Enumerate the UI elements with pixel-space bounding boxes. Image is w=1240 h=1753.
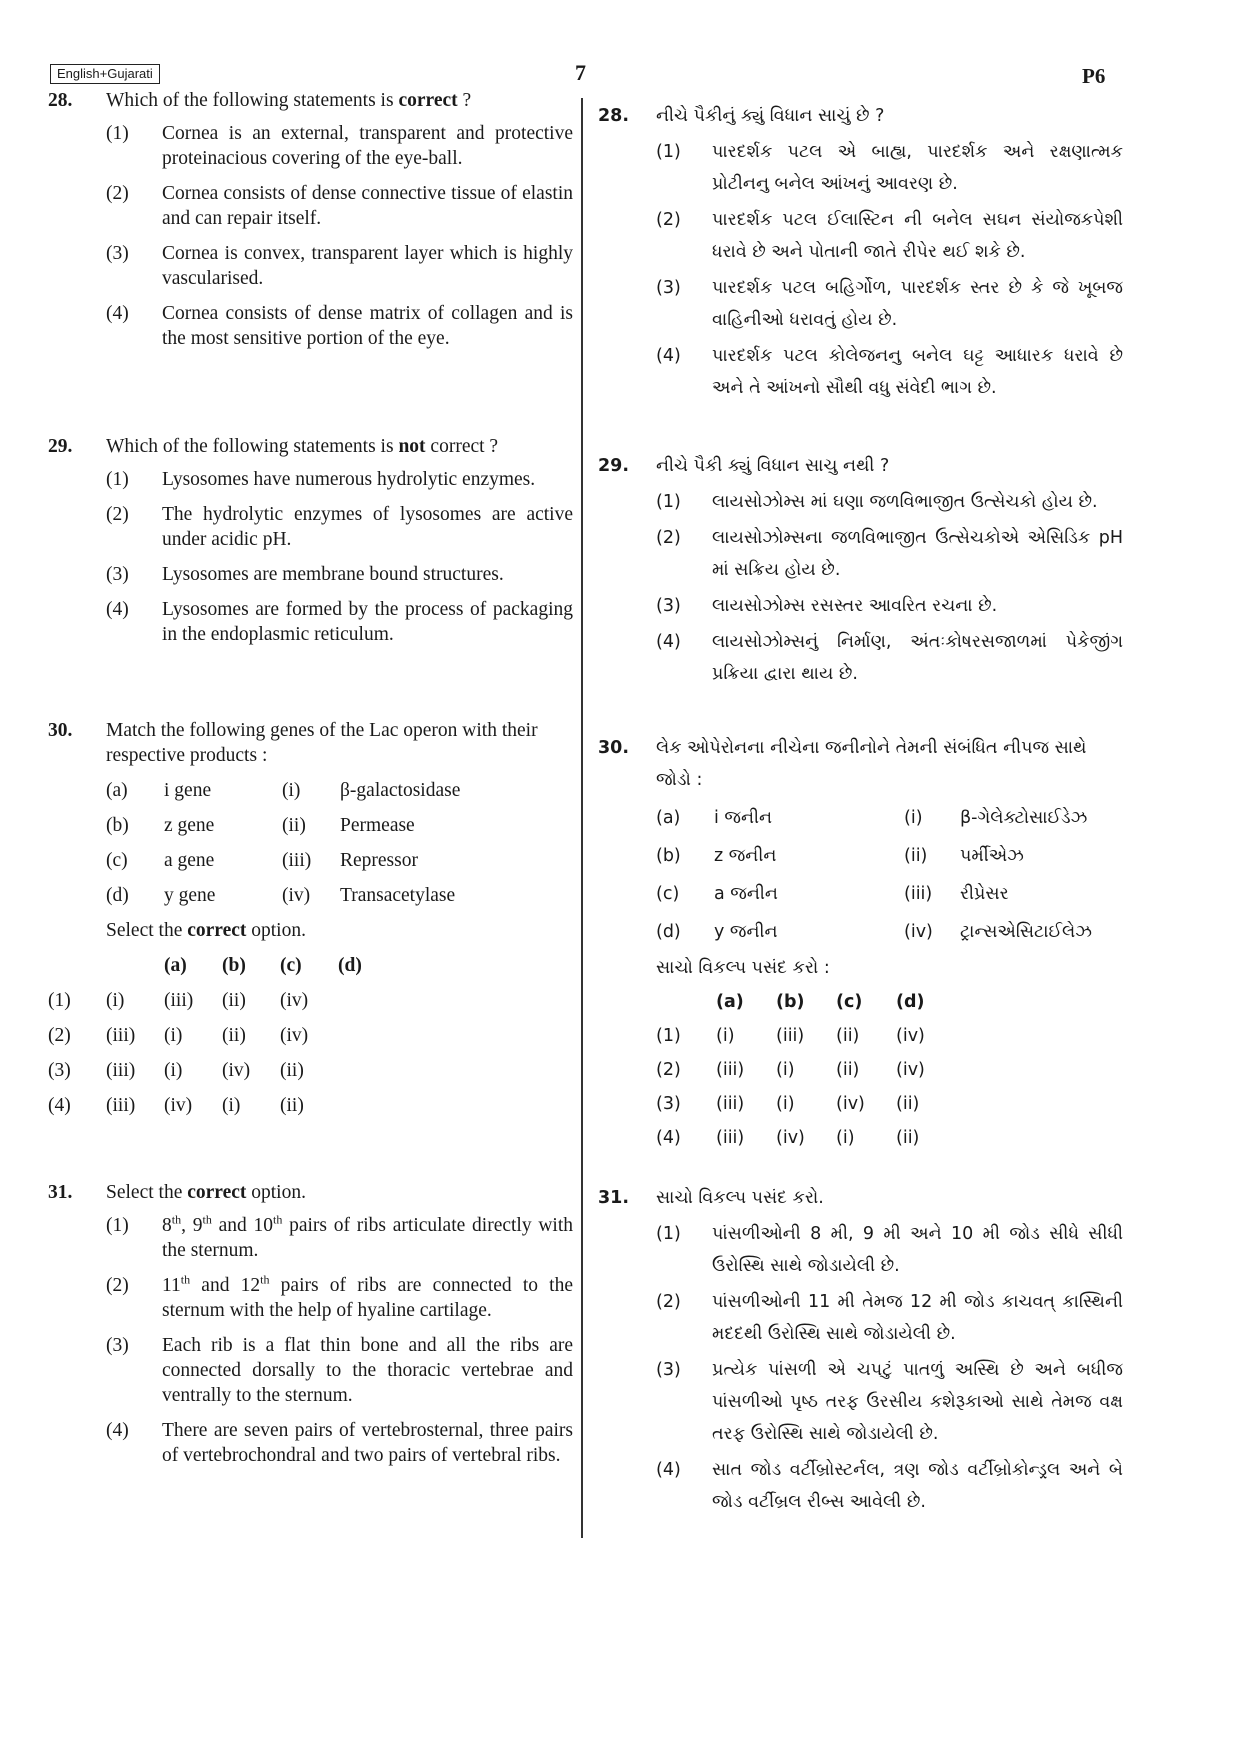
match-row: (c) a gene (iii) Repressor	[106, 850, 418, 871]
match-row: (b) z જનીન (ii) પર્મીએઝ	[656, 846, 1024, 866]
question-31-english	[48, 1180, 573, 1468]
option: (4) Cornea consists of dense matrix of collagen and is the most sensitive portion of the eye.	[106, 303, 573, 349]
paper-code: P6	[1082, 64, 1106, 88]
option: (2) 11th and 12th pairs of ribs are connected to the sternum with the help of hyaline cartilage.	[106, 1272, 574, 1321]
option: (4) લાયસોઝોમ્સનું નિર્માણ, અંતઃકોષરસજાળમાં પેકેજીંગ પ્રક્રિયા દ્વારા થાય છે.	[656, 632, 1123, 684]
question-31-gujarati	[598, 1182, 1123, 1518]
option: (1) પાંસળીઓની 8 મી, 9 મી અને 10 મી જોડ સીધે સીધી ઉરોસ્થિ સાથે જોડાયેલી છે.	[656, 1224, 1123, 1276]
question-stem: સાચો વિકલ્પ પસંદ કરો.	[656, 1188, 824, 1208]
question-28-gujarati	[598, 100, 1123, 404]
option: (1) લાયસોઝોમ્સ માં ઘણા જળવિભાજીત ઉત્સેચકો હોય છે.	[656, 492, 1098, 512]
option: (1) 8th, 9th and 10th pairs of ribs articulate directly with the sternum.	[106, 1212, 574, 1261]
question-number: 31.	[48, 1182, 73, 1203]
option: (3) Lysosomes are membrane bound structures.	[106, 564, 504, 585]
match-row: (b) z gene (ii) Permease	[106, 815, 415, 836]
option: (2) પાંસળીઓની 11 મી તેમજ 12 મી જોડ કાચવત્ કાસ્થિની મદદથી ઉરોસ્થિ સાથે જોડાયેલી છે.	[656, 1292, 1123, 1344]
select-instruction: સાચો વિકલ્પ પસંદ કરો :	[656, 958, 830, 978]
answer-option: (1) (i) (iii) (ii) (iv)	[656, 1026, 925, 1046]
question-29-english	[48, 434, 573, 647]
option: (3) પારદર્શક પટલ બહિર્ગોળ, પારદર્શક સ્તર છે કે જે ખૂબજ વાહિનીઓ ધરાવતું હોય છે.	[656, 278, 1123, 330]
option: (3) પ્રત્યેક પાંસળી એ ચપટું પાતળું અસ્થિ છે અને બધીજ પાંસળીઓ પૃષ્ઠ તરફ ઉરસીય કશેરૂકાઓ સાથે તેમજ વક્ષ તરફ ઉરોસ્થિ સાથે જોડાયેલી છે.	[656, 1360, 1123, 1444]
question-stem: નીચે પૈકીનું ક્યું વિધાન સાચું છે ?	[656, 106, 885, 126]
column-divider	[581, 98, 583, 1538]
answer-grid: (a) (b) (c) (d) (1) (i) (iii) (ii) (iv) (2) (iii) (i) (ii) (iv) (3) (iii) (i) (iv) (ii) (4) (iii) (iv) (i) (ii)	[656, 986, 1123, 1154]
question-stem: Which of the following statements is correct ?	[106, 90, 472, 111]
answer-option: (1) (i) (iii) (ii) (iv)	[48, 990, 309, 1011]
question-number: 30.	[598, 738, 630, 758]
match-row: (c) a જનીન (iii) રીપ્રેસર	[656, 884, 1009, 904]
match-row: (d) y gene (iv) Transacetylase	[106, 885, 456, 906]
option: (3) Cornea is convex, transparent layer which is highly vascularised.	[106, 243, 573, 289]
option: (4) સાત જોડ વર્ટીબ્રોસ્ટર્નલ, ત્રણ જોડ વર્ટીબ્રોકોન્ડ્રલ અને બે જોડ વર્ટીબ્રલ રીબ્સ આવેલી છે.	[656, 1460, 1123, 1512]
question-29-gujarati	[598, 450, 1123, 690]
option: (4) પારદર્શક પટલ કોલેજનનુ બનેલ ઘટ્ટ આધારક ધરાવે છે અને તે આંખનો સૌથી વધુ સંવેદી ભાગ છે.	[656, 346, 1123, 398]
match-row: (d) y જનીન (iv) ટ્રાન્સએસિટાઈલેઝ	[656, 922, 1092, 942]
answer-option: (3) (iii) (i) (iv) (ii)	[656, 1094, 920, 1114]
answer-option: (3) (iii) (i) (iv) (ii)	[48, 1060, 304, 1081]
option: (3) લાયસોઝોમ્સ રસસ્તર આવરિત રચના છે.	[656, 596, 998, 616]
question-28-english	[48, 88, 573, 351]
page-number: 7	[575, 60, 586, 85]
question-stem: લેક ઓપેરોનના નીચેના જનીનોને તેમની સંબંધિત નીપજ સાથે જોડો :	[656, 738, 1087, 790]
question-number: 31.	[598, 1188, 630, 1208]
question-number: 29.	[48, 436, 73, 457]
question-30-english	[48, 718, 573, 1118]
question-30-gujarati	[598, 732, 1123, 1154]
question-stem: Which of the following statements is not correct ?	[106, 436, 499, 457]
match-row: (a) i gene (i) β-galactosidase	[106, 780, 461, 801]
option: (2) Cornea consists of dense connective tissue of elastin and can repair itself.	[106, 183, 573, 229]
option: (1) પારદર્શક પટલ એ બાહ્ય, પારદર્શક અને રક્ષણાત્મક પ્રોટીનનુ બનેલ આંખનું આવરણ છે.	[656, 142, 1123, 194]
question-stem: નીચે પૈકી ક્યું વિધાન સાચુ નથી ?	[656, 456, 890, 476]
question-number: 28.	[598, 106, 630, 126]
question-stem: Select the correct option.	[106, 1182, 306, 1203]
question-stem: Match the following genes of the Lac operon with their respective products :	[106, 720, 538, 766]
answer-options	[48, 988, 573, 1118]
answer-option: (4) (iii) (iv) (i) (ii)	[48, 1095, 304, 1116]
option: (2) The hydrolytic enzymes of lysosomes are active under acidic pH.	[106, 504, 573, 550]
option: (1) Cornea is an external, transparent and protective proteinacious covering of the eye-ball.	[106, 123, 573, 169]
question-number: 28.	[48, 90, 73, 111]
option: (4) There are seven pairs of vertebrosternal, three pairs of vertebrochondral and two pairs of vertebral ribs.	[106, 1420, 573, 1466]
language-badge: English+Gujarati	[50, 64, 160, 84]
match-row: (a) i જનીન (i) β-ગેલેક્ટોસાઈડેઝ	[656, 808, 1088, 828]
question-number: 29.	[598, 456, 630, 476]
answer-option: (2) (iii) (i) (ii) (iv)	[656, 1060, 925, 1080]
option: (1) Lysosomes have numerous hydrolytic enzymes.	[106, 469, 536, 490]
answer-grid: (a) (b) (c) (d)	[164, 955, 362, 976]
select-instruction: Select the correct option.	[106, 920, 306, 941]
option: (4) Lysosomes are formed by the process of packaging in the endoplasmic reticulum.	[106, 599, 573, 645]
option: (3) Each rib is a flat thin bone and all the ribs are connected dorsally to the thoracic vertebrae and ventrally to the sternum.	[106, 1335, 573, 1406]
option: (2) પારદર્શક પટલ ઈલાસ્ટિન ની બનેલ સઘન સંયોજકપેશી ધરાવે છે અને પોતાની જાતે રીપેર થઈ શકે છે.	[656, 210, 1123, 262]
answer-option: (2) (iii) (i) (ii) (iv)	[48, 1025, 309, 1046]
answer-option: (4) (iii) (iv) (i) (ii)	[656, 1128, 920, 1148]
question-number: 30.	[48, 720, 73, 741]
option: (2) લાયસોઝોમ્સના જળવિભાજીત ઉત્સેચકોએ એસિડિક pH માં સક્રિય હોય છે.	[656, 528, 1123, 580]
